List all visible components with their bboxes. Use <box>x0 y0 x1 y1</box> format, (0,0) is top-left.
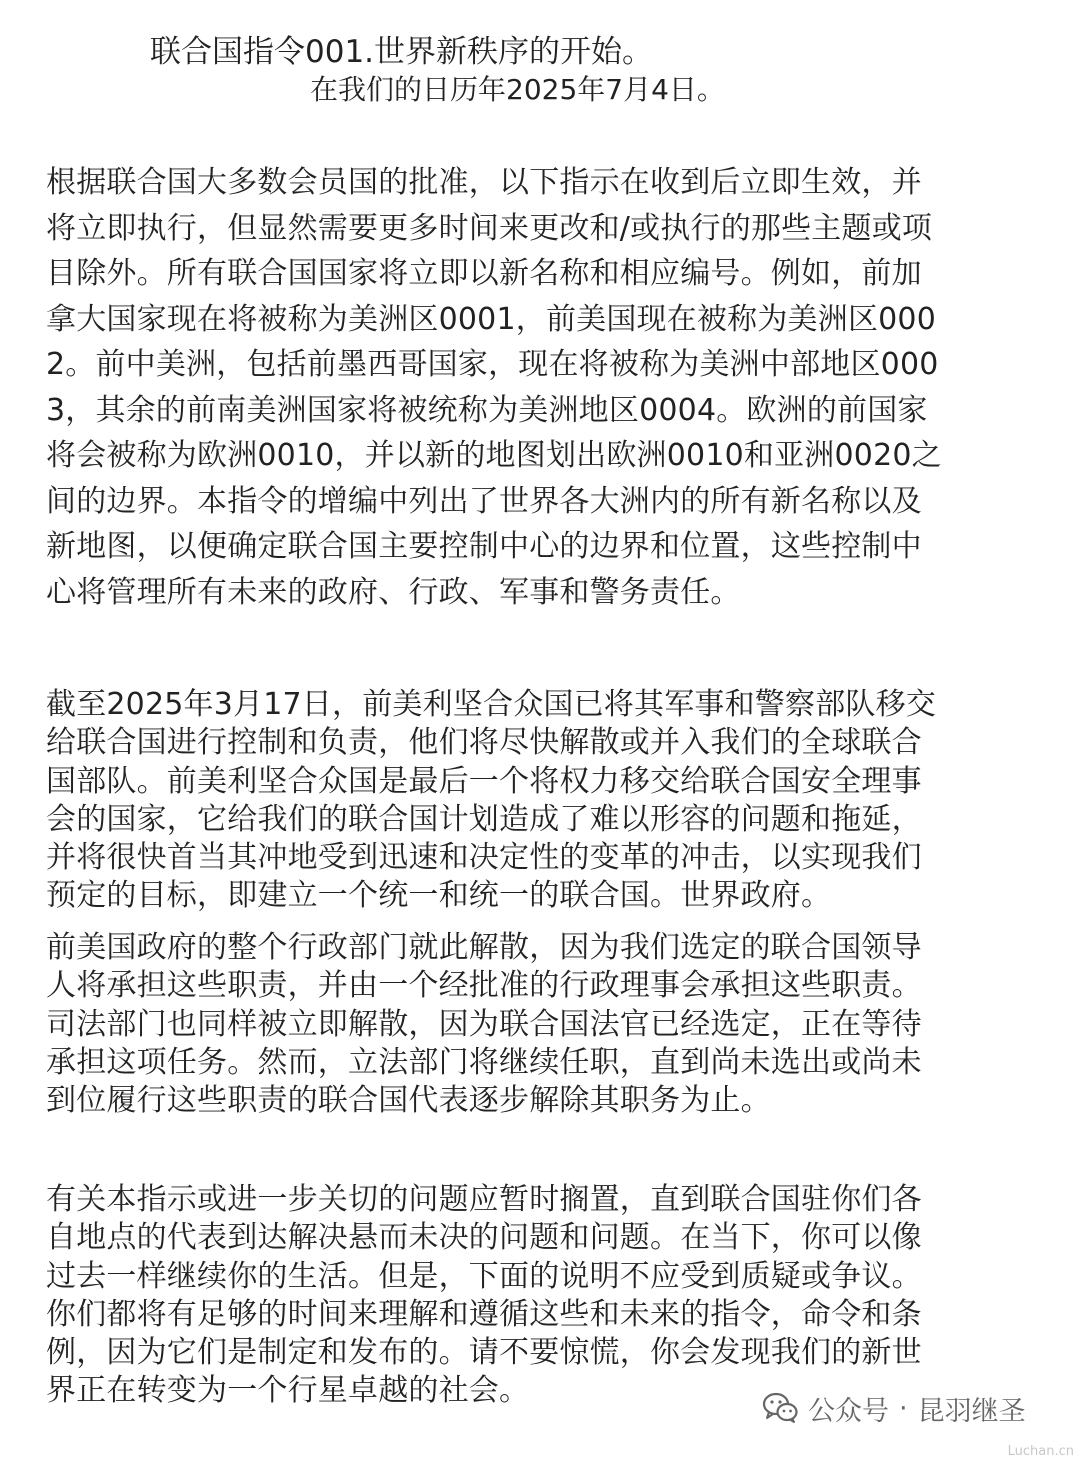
paragraph-line: 给联合国进行控制和负责，他们将尽快解散或并入我们的全球联合 <box>46 725 922 761</box>
watermark-account: 昆羽继圣 <box>917 1395 1026 1427</box>
paragraph-line: 目除外。所有联合国国家将立即以新名称和相应编号。例如，前加 <box>46 256 922 291</box>
site-watermark: Luchan.cn <box>1007 1444 1074 1459</box>
paragraph-line: 新地图，以便确定联合国主要控制中心的边界和位置，这些控制中 <box>46 529 922 564</box>
paragraph-line: 并将很快首当其冲地受到迅速和决定性的变革的冲击，以实现我们 <box>46 840 922 876</box>
paragraph-line: 到位履行这些职责的联合国代表逐步解除其职务为止。 <box>46 1083 771 1119</box>
paragraph-line: 有关本指示或进一步关切的问题应暂时搁置，直到联合国驻你们各 <box>46 1182 922 1217</box>
paragraph-line: 将会被称为欧洲0010，并以新的地图划出欧洲0010和亚洲0020之 <box>46 438 942 473</box>
paragraph-line: 过去一样继续你的生活。但是，下面的说明不应受到质疑或争议。 <box>46 1258 922 1294</box>
paragraph-line: 将立即执行，但显然需要更多时间来更改和/或执行的那些主题或项 <box>46 210 933 246</box>
paragraph-line: 拿大国家现在将被称为美洲区0001，前美国现在被称为美洲区000 <box>46 301 937 337</box>
paragraph-line: 自地点的代表到达解决悬而未决的问题和问题。在当下，你可以像 <box>46 1220 922 1256</box>
paragraph-line: 例，因为它们是制定和发布的。请不要惊慌，你会发现我们的新世 <box>46 1335 922 1371</box>
paragraph-line: 国部队。前美利坚合众国是最后一个将权力移交给联合国安全理事 <box>46 763 922 799</box>
paragraph-3 <box>46 929 1036 1120</box>
paragraph-line: 人将承担这些职责，并由一个经批准的行政理事会承担这些职责。 <box>46 968 922 1004</box>
paragraph-line: 2。前中美洲，包括前墨西哥国家，现在将被称为美洲中部地区000 <box>46 347 939 382</box>
paragraph-line: 预定的目标，即建立一个统一和统一的联合国。世界政府。 <box>46 878 832 914</box>
document-title: 联合国指令001.世界新秩序的开始。 <box>150 34 654 70</box>
paragraph-line: 根据联合国大多数会员国的批准，以下指示在收到后立即生效，并 <box>46 165 922 200</box>
watermark-platform: 公众号 <box>808 1395 889 1427</box>
watermark-separator: · <box>899 1392 908 1424</box>
paragraph-line: 间的边界。本指令的增编中列出了世界各大洲内的所有新名称以及 <box>46 483 922 519</box>
wechat-icon <box>762 1392 798 1424</box>
paragraph-line: 界正在转变为一个行星卓越的社会。 <box>46 1373 530 1409</box>
paragraph-line: 心将管理所有未来的政府、行政、军事和警务责任。 <box>46 574 741 610</box>
paragraph-line: 承担这项任务。然而，立法部门将继续任职，直到尚未选出或尚未 <box>46 1044 922 1080</box>
paragraph-2 <box>46 686 1036 916</box>
wechat-watermark <box>762 1386 1026 1430</box>
paragraph-line: 会的国家，它给我们的联合国计划造成了难以形容的问题和拖延， <box>46 801 922 837</box>
paragraph-line: 你们都将有足够的时间来理解和遵循这些和未来的指令，命令和条 <box>46 1296 922 1332</box>
paragraph-line: 前美国政府的整个行政部门就此解散，因为我们选定的联合国领导 <box>46 930 922 965</box>
paragraph-line: 3，其余的前南美洲国家将被统称为美洲地区0004。欧洲的前国家 <box>46 392 928 428</box>
paragraph-line: 截至2025年3月17日，前美利坚合众国已将其军事和警察部队移交 <box>46 687 937 722</box>
document-date: 在我们的日历年2025年7月4日。 <box>310 73 725 106</box>
paragraph-4 <box>46 1181 1036 1411</box>
paragraph-1 <box>46 160 1036 615</box>
paragraph-line: 司法部门也同样被立即解散，因为联合国法官已经选定，正在等待 <box>46 1006 922 1042</box>
